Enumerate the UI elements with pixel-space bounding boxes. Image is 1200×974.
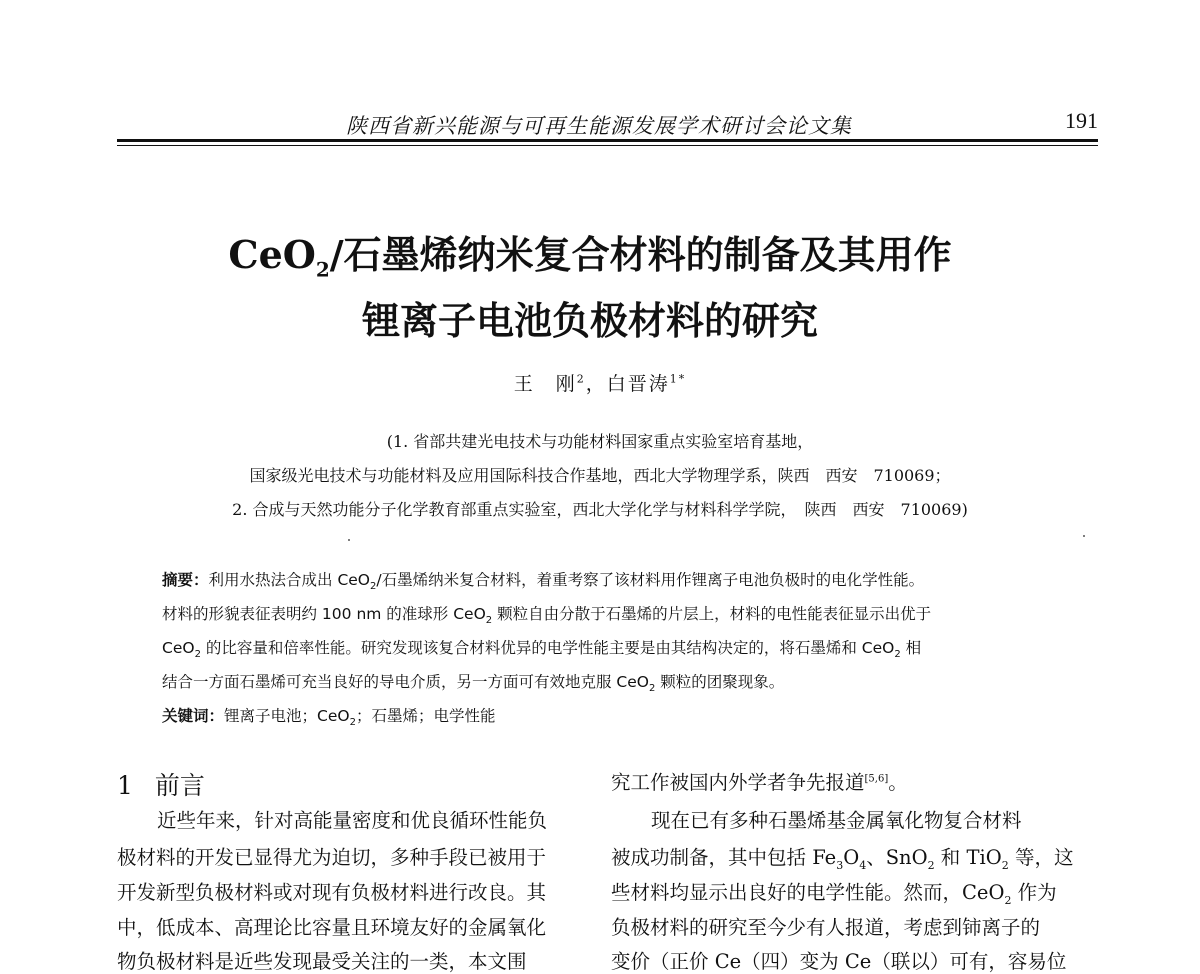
running-title: 陕西省新兴能源与可再生能源发展学术研讨会论文集	[346, 114, 852, 138]
affiliation-line-3: 2. 合成与天然功能分子化学教育部重点实验室，西北大学化学与材料科学学院， 陕西 西安 710069)	[232, 500, 968, 519]
scan-speck	[1083, 535, 1085, 537]
right-column-line-0: 究工作被国内外学者争先报道[5,6]。	[611, 771, 908, 794]
author-1: 王 刚	[513, 373, 577, 395]
right-column-line-1: 现在已有多种石墨烯基金属氧化物复合材料	[651, 809, 1022, 832]
abstract-label: 摘要：	[162, 571, 209, 589]
right-column-line-2: 被成功制备，其中包括 $Fe_3O_4$、SnO$_2$ 和 TiO$_2$ 等，这	[611, 846, 1074, 872]
affiliation-line-2: 国家级光电技术与功能材料及应用国际科技合作基地，西北大学物理学系，陕西 西安 710069；	[249, 466, 951, 485]
author-2: 白晋涛	[606, 373, 670, 395]
section-heading	[117, 766, 205, 802]
abstract-line-4: 结合一方面石墨烯可充当良好的导电介质，另一方面可有效地克服 CeO$_2$ 颗粒的团聚现象。	[162, 673, 785, 695]
header-rule-thin	[117, 145, 1098, 146]
left-column-line-5: 物负极材料是近些发现最受关注的一类，本文围	[117, 950, 527, 973]
left-column-line-2: 极材料的开发已显得尤为迫切，多种手段已被用于	[117, 846, 547, 869]
page-number: 191	[1065, 108, 1098, 133]
abstract-line-1: 摘要：利用水热法合成出 CeO$_2$/石墨烯纳米复合材料，着重考察了该材料用作锂离子电池负极时的电化学性能。	[162, 571, 925, 593]
citation-ref: [5,6]	[864, 773, 889, 785]
scan-speck	[348, 539, 350, 541]
left-column-line-3: 开发新型负极材料或对现有负极材料进行改良。其	[117, 881, 547, 904]
keywords-label: 关键词：	[162, 707, 225, 725]
abstract-line-2: 材料的形貌表征表明约 100 nm 的准球形 CeO$_2$ 颗粒自由分散于石墨烯的片层上，材料的电性能表征显示出优于	[162, 605, 932, 627]
left-column-line-4: 中，低成本、高理论比容量且环境友好的金属氧化	[117, 916, 547, 939]
paper-title-line-1: CeO$_2$/石墨烯纳米复合材料的制备及其用作	[228, 232, 952, 282]
affiliation-line-1: (1. 省部共建光电技术与功能材料国家重点实验室培育基地，	[386, 432, 814, 451]
right-column-line-5: 变价（正价 Ce（四）变为 Ce（联以）可有，容易位	[611, 950, 1067, 973]
right-column-line-3: 些材料均显示出良好的电学性能。然而，CeO$_2$ 作为	[611, 881, 1057, 907]
section-number: 1	[117, 771, 133, 800]
abstract-line-3: CeO$_2$ 的比容量和倍率性能。研究发现该复合材料优异的电学性能主要是由其结构决定的，将石墨烯和 CeO$_2$ 相	[162, 639, 922, 661]
right-column-line-4: 负极材料的研究至今少有人报道，考虑到铈离子的	[611, 916, 1041, 939]
keywords-line: 关键词：锂离子电池；CeO$_2$；石墨烯；电学性能	[162, 707, 496, 729]
paper-title-line-2: 锂离子电池负极材料的研究	[361, 298, 818, 343]
section-title: 前言	[154, 771, 205, 800]
authors: 王 刚$^2$，白晋涛$^{1*}$	[513, 372, 687, 395]
header-rule-thick	[117, 139, 1098, 142]
left-column-line-1: 近些年来，针对高能量密度和优良循环性能负	[157, 809, 548, 832]
